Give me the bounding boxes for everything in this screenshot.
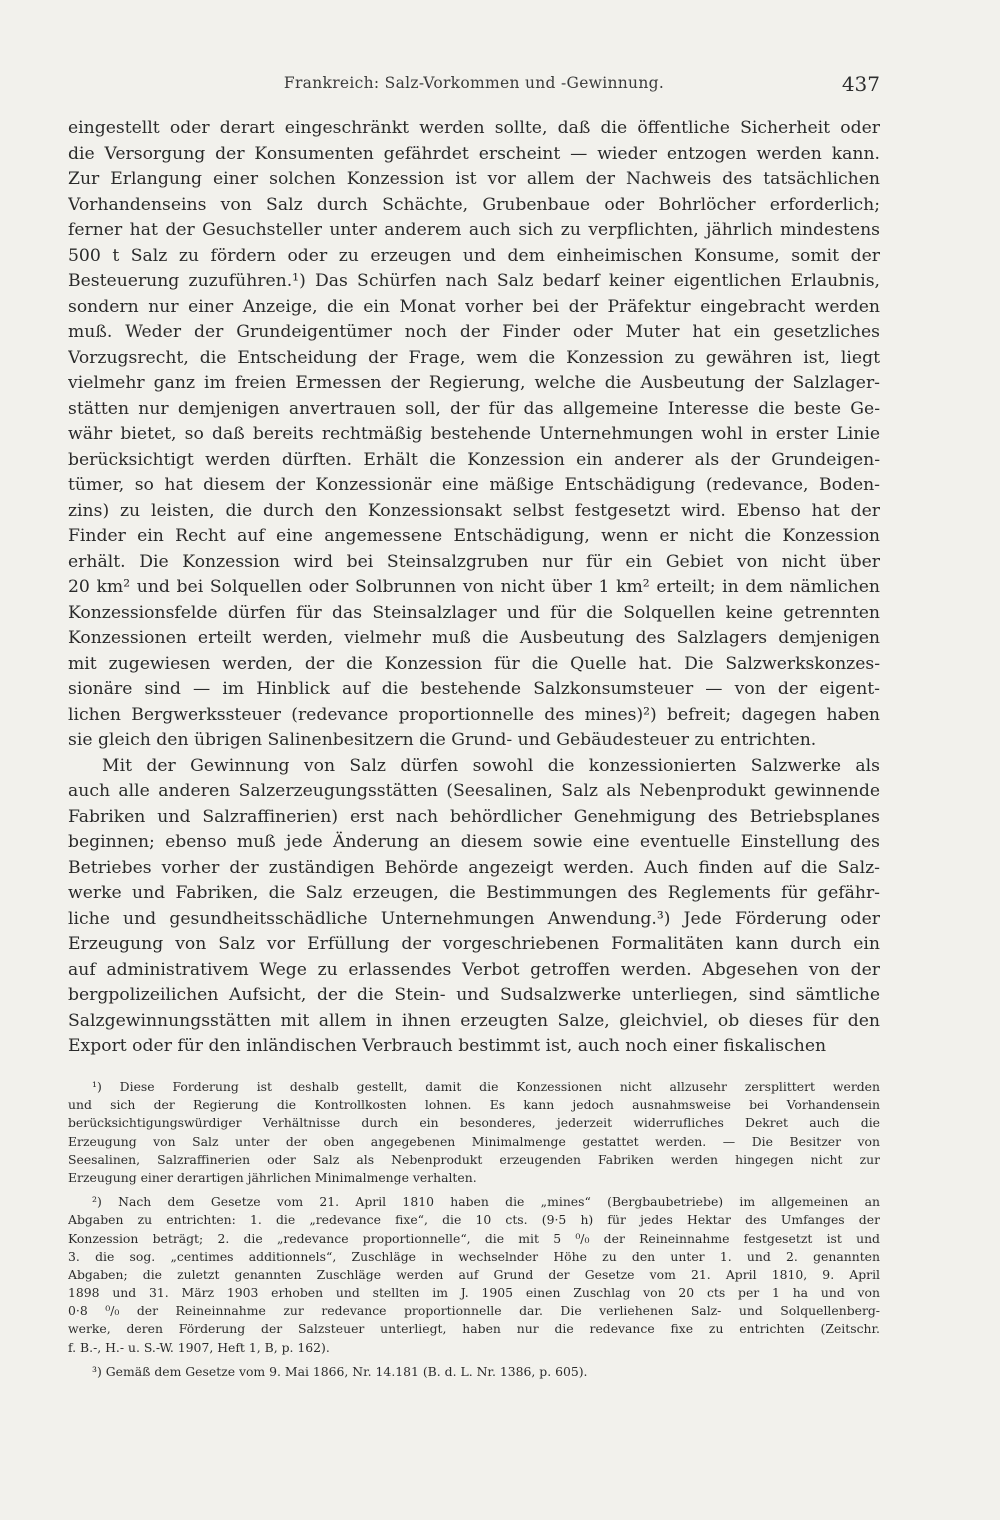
text-line: Besteuerung zuzuführen.¹) Das Schürfen nach Salz bedarf keiner eigentlichen Erlaubnis,: [68, 271, 880, 291]
main-text: [68, 116, 880, 1060]
text-line: die Versorgung der Konsumenten gefährdet erscheint — wieder entzogen werden kann.: [68, 143, 880, 164]
footnote-line: Abgaben; die zuletzt genannten Zuschläge werden auf Grund der Gesetze vom 21. April 1810, 9. April: [68, 1266, 880, 1282]
footnote-line: berücksichtigungswürdiger Verhältnisse durch ein besonderes, jederzeit widerrufliches Dekret auch die: [68, 1115, 880, 1131]
text-line: sionäre sind — im Hinblick auf die bestehende Salzkonsumsteuer — von der eigent-: [68, 679, 880, 699]
text-line: beginnen; ebenso muß jede Änderung an diesem sowie eine eventuelle Einstellung des: [68, 832, 880, 852]
text-line: auf administrativem Wege zu erlassendes Verbot getroffen werden. Abgesehen von der: [68, 959, 880, 980]
footnote-line: 3. die sog. „centimes additionnels“, Zuschläge in wechselnder Höhe zu den unter 1. und 2. genannten: [68, 1248, 880, 1264]
text-line: auch alle anderen Salzerzeugungsstätten (Seesalinen, Salz als Nebenprodukt gewinnende: [68, 781, 880, 801]
text-line: Finder ein Recht auf eine angemessene Entschädigung, wenn er nicht die Konzession: [68, 526, 880, 546]
footnote: [68, 1193, 880, 1357]
footnote-line: f. B.-, H.- u. S.-W. 1907, Heft 1, B, p. 162).: [68, 1339, 330, 1355]
text-line: währ bietet, so daß bereits rechtmäßig bestehende Unternehmungen wohl in erster Linie: [68, 424, 880, 444]
text-line: bergpolizeilichen Aufsicht, der die Stein- und Sudsalzwerke unterliegen, sind sämtliche: [68, 985, 880, 1005]
footnote-line: und sich der Regierung die Kontrollkosten lohnen. Es kann jedoch ausnahmsweise bei Vorhandensein: [68, 1097, 880, 1113]
text-line: Vorzugsrecht, die Entscheidung der Frage, wem die Konzession zu gewähren ist, liegt: [68, 347, 880, 368]
text-line: vielmehr ganz im freien Ermessen der Regierung, welche die Ausbeutung der Salzlager-: [68, 373, 880, 393]
footnote-line: ¹) Diese Forderung ist deshalb gestellt, damit die Konzessionen nicht allzusehr zersplittert werden: [92, 1079, 880, 1094]
footnote-line: werke, deren Förderung der Salzsteuer unterliegt, haben nur die redevance fixe zu entrichten (Zeitschr.: [68, 1321, 880, 1337]
running-head: Frankreich: Salz-Vorkommen und -Gewinnung.: [283, 74, 665, 92]
text-line: Vorhandenseins von Salz durch Schächte, Grubenbaue oder Bohrlöcher erforderlich;: [68, 194, 880, 215]
text-line: Export oder für den inländischen Verbrauch bestimmt ist, auch noch einer fiskalischen: [68, 1036, 827, 1056]
text-line: lichen Bergwerkssteuer (redevance proportionnelle des mines)²) befreit; dagegen haben: [68, 704, 880, 725]
text-line: Konzessionsfelde dürfen für das Steinsalzlager und für die Solquellen keine getrennten: [68, 602, 880, 623]
footnote-line: Seesalinen, Salzraffinerien oder Salz als Nebenprodukt erzeugenden Fabriken werden hingegen nicht zur: [68, 1151, 880, 1167]
text-line: werke und Fabriken, die Salz erzeugen, die Bestimmungen des Reglements für gefähr-: [68, 883, 880, 903]
text-line: berücksichtigt werden dürften. Erhält die Konzession ein anderer als der Grundeigen-: [68, 449, 880, 470]
footnotes: [68, 1078, 880, 1381]
footnote: [68, 1078, 880, 1187]
footnote-line: 0·8 ⁰/₀ der Reineinnahme zur redevance proportionnelle dar. Die verliehenen Salz- und Solquellenberg-: [68, 1303, 880, 1319]
text-line: muß. Weder der Grundeigentümer noch der Finder oder Muter hat ein gesetzliches: [68, 322, 880, 342]
footnote-line: Abgaben zu entrichten: 1. die „redevance fixe“, die 10 cts. (9·5 h) für jedes Hektar des Umfanges der: [68, 1212, 880, 1228]
text-line: tümer, so hat diesem der Konzessionär eine mäßige Entschädigung (redevance, Boden-: [68, 475, 880, 495]
text-line: mit zugewiesen werden, der die Konzession für die Quelle hat. Die Salzwerkskonzes-: [68, 653, 880, 674]
text-line: Betriebes vorher der zuständigen Behörde angezeigt werden. Auch finden auf die Salz-: [68, 857, 880, 878]
page-number: 437: [841, 72, 880, 96]
text-line: sondern nur einer Anzeige, die ein Monat vorher bei der Präfektur eingebracht werden: [68, 296, 880, 317]
text-line: ferner hat der Gesuchsteller unter anderem auch sich zu verpflichten, jährlich mindestens: [68, 220, 880, 240]
text-line: erhält. Die Konzession wird bei Steinsalzgruben nur für ein Gebiet von nicht über: [68, 551, 880, 572]
footnote-line: ³) Gemäß dem Gesetze vom 9. Mai 1866, Nr. 14.181 (B. d. L. Nr. 1386, p. 605).: [92, 1363, 588, 1379]
text-line: eingestellt oder derart eingeschränkt werden sollte, daß die öffentliche Sicherheit oder: [68, 118, 880, 138]
footnote-line: Erzeugung einer derartigen jährlichen Minimalmenge verhalten.: [68, 1169, 477, 1185]
footnote-line: 1898 und 31. März 1903 erhoben und stellten im J. 1905 einen Zuschlag von 20 cts per 1 ha und von: [68, 1285, 880, 1301]
text-line: 20 km² und bei Solquellen oder Solbrunnen von nicht über 1 km² erteilt; in dem nämlichen: [68, 577, 880, 597]
text-line: Erzeugung von Salz vor Erfüllung der vorgeschriebenen Formalitäten kann durch ein: [68, 934, 880, 954]
text-line: Fabriken und Salzraffinerien) erst nach behördlicher Genehmigung des Betriebsplanes: [68, 806, 880, 827]
text-line: sie gleich den übrigen Salinenbesitzern die Grund- und Gebäudesteuer zu entrichten.: [68, 730, 817, 750]
text-line: liche und gesundheitsschädliche Unternehmungen Anwendung.³) Jede Förderung oder: [68, 908, 880, 929]
text-line: Salzgewinnungsstätten mit allem in ihnen erzeugten Salze, gleichviel, ob dieses für den: [68, 1010, 880, 1031]
footnote-line: Erzeugung von Salz unter der oben angegebenen Minimalmenge gestattet werden. — Die Besitzer von: [68, 1133, 880, 1149]
page-header: [68, 74, 880, 104]
text-line: zins) zu leisten, die durch den Konzessionsakt selbst festgesetzt wird. Ebenso hat der: [68, 500, 880, 521]
text-line: Zur Erlangung einer solchen Konzession ist vor allem der Nachweis des tatsächlichen: [68, 169, 880, 189]
text-line: Konzessionen erteilt werden, vielmehr muß die Ausbeutung des Salzlagers demjenigen: [68, 628, 880, 648]
footnote-line: Konzession beträgt; 2. die „redevance proportionnelle“, die mit 5 ⁰/₀ der Reineinnahme festgesetzt ist und: [68, 1230, 880, 1246]
text-line: stätten nur demjenigen anvertrauen soll, der für das allgemeine Interesse die beste Ge-: [68, 398, 880, 419]
footnote: [68, 1363, 880, 1381]
text-line: Mit der Gewinnung von Salz dürfen sowohl die konzessionierten Salzwerke als: [102, 755, 880, 776]
footnote-line: ²) Nach dem Gesetze vom 21. April 1810 haben die „mines“ (Bergbaubetriebe) im allgemeinen an: [92, 1194, 880, 1210]
text-line: 500 t Salz zu fördern oder zu erzeugen und dem einheimischen Konsume, somit der: [68, 245, 880, 266]
